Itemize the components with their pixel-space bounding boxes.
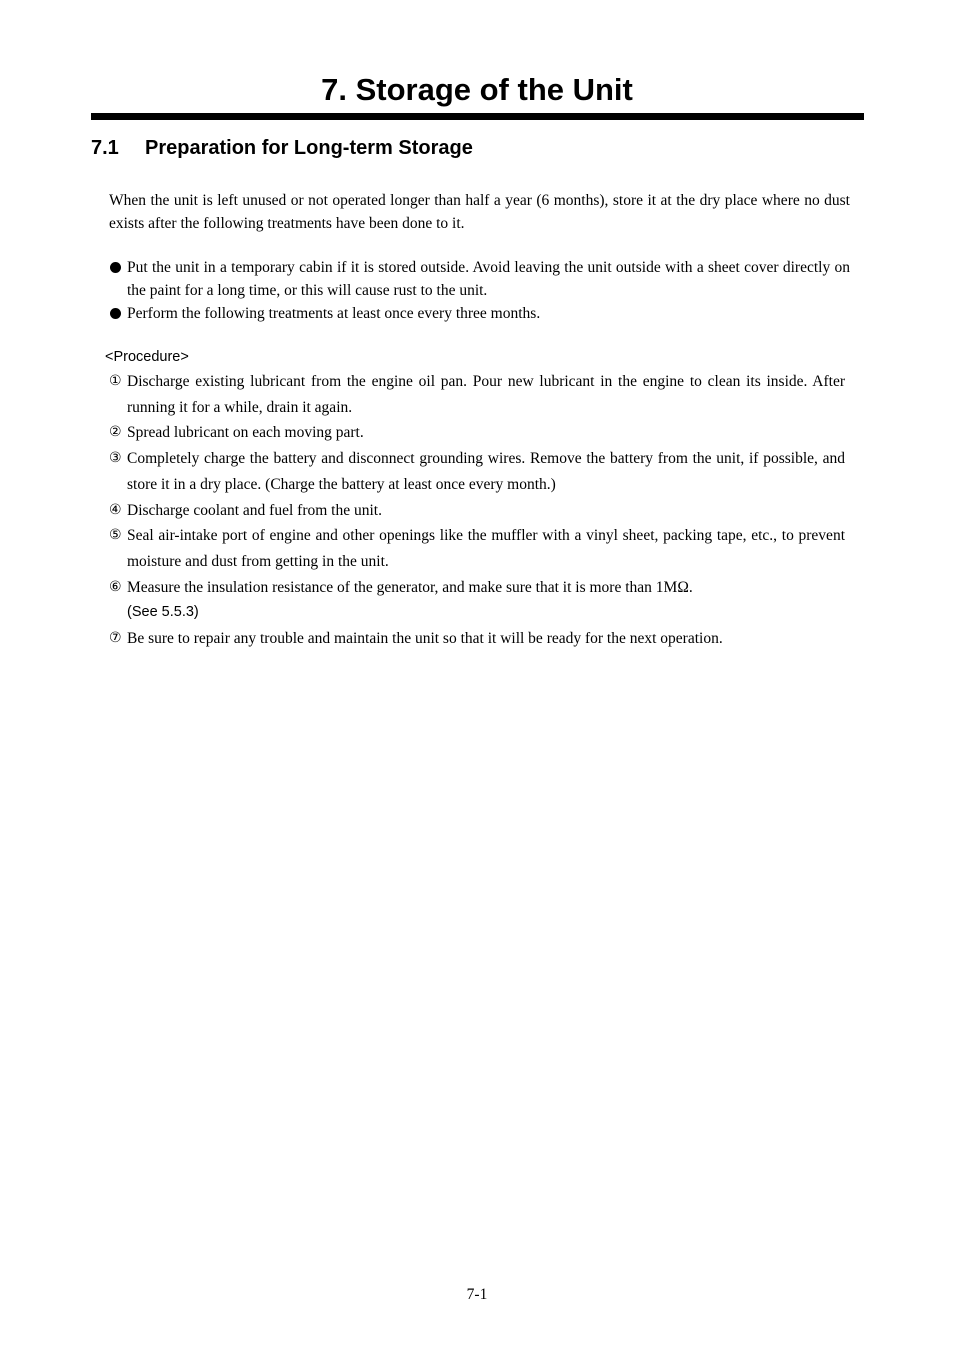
step-text: Discharge coolant and fuel from the unit.	[127, 501, 382, 519]
procedure-step	[109, 523, 845, 574]
step-number-marker: ⑥	[109, 578, 122, 595]
step-number-marker: ④	[109, 501, 122, 518]
procedure-label: <Procedure>	[105, 349, 189, 365]
step-text: Discharge existing lubricant from the engine oil pan. Pour new lubricant in the engine to clean its inside. After running it for a while, drain it again.	[127, 373, 845, 416]
procedure-step	[109, 575, 845, 626]
bullet-dot-icon	[110, 308, 121, 319]
bullet-text: Put the unit in a temporary cabin if it is stored outside. Avoid leaving the unit outside with a sheet cover directly on the paint for a long time, or this will cause rust to the unit.	[127, 259, 850, 299]
page-title: 7. Storage of the Unit	[321, 72, 633, 107]
procedure-step	[109, 498, 845, 524]
bullet-dot-icon	[110, 262, 121, 273]
step-text: Spread lubricant on each moving part.	[127, 424, 364, 442]
step-reference-note: (See 5.5.3)	[127, 604, 199, 621]
bullet-text: Perform the following treatments at least once every three months.	[127, 305, 541, 322]
procedure-steps	[109, 369, 845, 652]
step-number-marker: ②	[109, 424, 122, 441]
section-heading	[91, 134, 473, 162]
step-text: Seal air-intake port of engine and other openings like the muffler with a vinyl sheet, packing tape, etc., to prevent moisture and dust from getting in the unit.	[127, 527, 845, 570]
procedure-step	[109, 369, 845, 420]
page-number: 7-1	[466, 1286, 488, 1303]
step-number-marker: ⑦	[109, 630, 122, 647]
bullet-list	[109, 256, 850, 325]
step-number-marker: ⑤	[109, 527, 122, 544]
bullet-item	[109, 256, 850, 302]
bullet-item	[109, 302, 850, 325]
step-number-marker: ①	[109, 373, 122, 389]
section-title: Preparation for Long-term Storage	[145, 137, 473, 159]
step-text: Completely charge the battery and disconnect grounding wires. Remove the battery from the unit, if possible, and store it in a dry place. (Charge the battery at least once every month.)	[127, 450, 845, 493]
section-number: 7.1	[91, 137, 119, 159]
procedure-step	[109, 420, 845, 446]
step-number-marker: ③	[109, 450, 122, 467]
procedure-step	[109, 446, 845, 497]
intro-paragraph: When the unit is left unused or not operated longer than half a year (6 months), store it at the dry place where no dust exists after the following treatments have been done to it.	[109, 192, 850, 232]
step-text: Measure the insulation resistance of the generator, and make sure that it is more than 1MΩ.	[127, 578, 693, 596]
title-rule	[91, 113, 864, 120]
step-text: Be sure to repair any trouble and maintain the unit so that it will be ready for the next operation.	[127, 630, 723, 648]
procedure-step	[109, 626, 845, 652]
